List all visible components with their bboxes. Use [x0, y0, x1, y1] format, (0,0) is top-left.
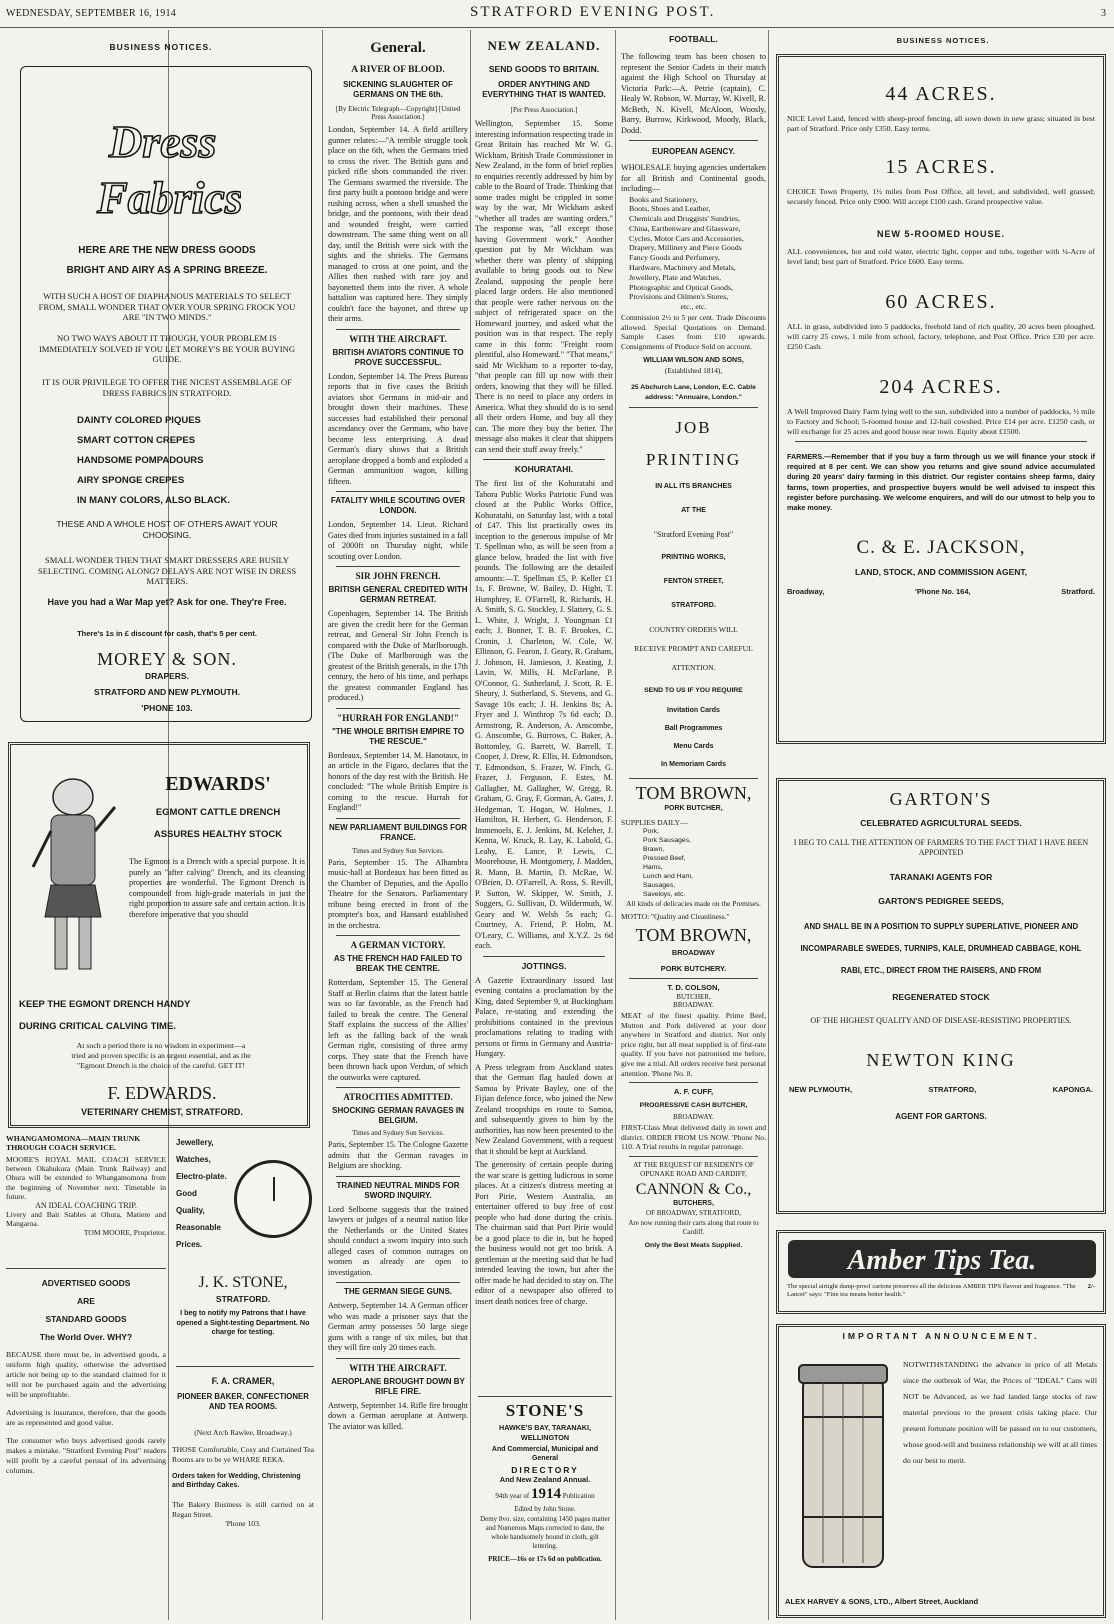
- agency-item: Cycles, Motor Cars and Accessories,: [629, 233, 744, 243]
- article-subheading: BRITISH AVIATORS CONTINUE TO PROVE SUCCESSFUL.: [332, 347, 464, 367]
- firm-phone: 'PHONE 103.: [141, 703, 193, 713]
- newton-king-place: KAPONGA.: [1052, 1085, 1093, 1094]
- coach-stables: Livery and Bait Stables at Ohura, Matiere and Mangaroa.: [6, 1210, 166, 1229]
- newton-king-firm: NEWTON KING: [866, 1050, 1016, 1070]
- edwards-keep-2: DURING CRITICAL CALVING TIME.: [19, 1021, 176, 1032]
- gartons-title: GARTON'S: [889, 789, 993, 809]
- advertised-goods-notice: [6, 1272, 166, 1620]
- job-line: COUNTRY ORDERS WILL: [649, 624, 738, 634]
- amber-tips-logo: [787, 1239, 1095, 1279]
- stones-directory-ad: [478, 1396, 612, 1620]
- divider: [6, 1268, 166, 1269]
- directory-title: DIRECTORY: [511, 1465, 579, 1475]
- article-heading: WITH THE AIRCRAFT.: [349, 333, 447, 344]
- agency-item: Fancy Goods and Perfumery,: [629, 253, 720, 263]
- divider: [336, 708, 460, 709]
- agency-item: Hardware, Machinery and Metals,: [629, 263, 736, 273]
- page-number: 3: [1101, 8, 1106, 19]
- stone-item: Jewellery,: [176, 1138, 214, 1147]
- adv-h1: ADVERTISED GOODS: [41, 1278, 131, 1288]
- divider: [176, 1366, 314, 1367]
- morey-dress-ad: [20, 66, 312, 722]
- brown-item: Hams,: [643, 863, 663, 871]
- agency-firm: WILLIAM WILSON AND SONS,: [643, 356, 744, 364]
- agency-item: Jewellery, Plate and Watches,: [629, 272, 722, 282]
- agency-goods-list: [629, 195, 766, 303]
- property-heading: 204 ACRES.: [879, 376, 1003, 398]
- brown-item: Brawn,: [643, 845, 665, 853]
- ideal-body: NOTWITHSTANDING the advance in price of all Metals since the outbreak of War, the Prices of "IDEAL" Cans will NOT be Advanced, as we had landed large stocks of raw material previous to the present crisis taking place. Our present fortunate position will be passed on to our customers, whose good-will and business relationship we will at all times do our best to merit.: [903, 1360, 1097, 1465]
- article-heading: ATROCITIES ADMITTED.: [343, 1092, 453, 1102]
- adv-h3: STANDARD GOODS: [45, 1314, 127, 1324]
- colson-body: MEAT of the finest quality. Prime Beef, Mutton and Pork delivered at your door anywhere in Stratford and district. Not only price right, but all meat supplied is of first-rate quality. If you have not patronised me before, give me a trial. All orders receive best personal attention. 'Phone No. 8.: [621, 1011, 766, 1078]
- article-heading: KOHURATAHI.: [514, 464, 574, 474]
- brown-item: Pressed Beef,: [643, 854, 686, 862]
- agency-item: Drapery, Millinery and Piece Goods: [629, 243, 742, 253]
- firm-place: STRATFORD AND NEW PLYMOUTH.: [93, 687, 241, 697]
- article-heading: SEND GOODS TO BRITAIN.: [488, 64, 600, 74]
- dress-item: HANDSOME POMPADOURS: [77, 455, 204, 466]
- article-heading: "HURRAH FOR ENGLAND!": [337, 712, 459, 723]
- article-body: Lord Selborne suggests that the trained lawyers or judges of a neutral nation like the Netherlands or the United States should conduct a sworn inquiry into such alleged cases of common outrages on women as already are open to investigation.: [328, 1204, 468, 1277]
- cramer-firm: F. A. CRAMER,: [211, 1376, 275, 1386]
- cannon-preamble: AT THE REQUEST OF RESIDENTS OF OPUNAKE ROAD AND CARDIFF,: [633, 1160, 754, 1179]
- svg-text:Amber Tips Tea.: Amber Tips Tea.: [847, 1245, 1037, 1276]
- colson-address: BROADWAY.: [673, 1001, 714, 1010]
- divider: [483, 459, 605, 460]
- article-body: London, September 14. Lieut. Richard Gates died from injuries sustained in a fall of 2000ft on Thursday night, while scouting over London.: [328, 520, 468, 561]
- property-description: ALL conveniences, hot and cold water, electric light, copper and tubs, together with ¼-Acre of level land; best part of Stratford. Price £600. Easy terms.: [787, 247, 1095, 266]
- article-body: A Press telegram from Auckland states that the German flag hauled down at Samoa by Private Bayley, one of the Fijian defence force, who joined the New Zealand troopships en route to Samoa, and subsequently given to him by the authorities, has now been presented to the New Zealand Government, with a request that it should be kept at Auckland.: [475, 1062, 613, 1156]
- stone-item: Reasonable: [176, 1223, 221, 1232]
- agency-item: Photographic and Optical Goods,: [629, 282, 733, 292]
- section-header: BUSINESS NOTICES.: [896, 36, 990, 45]
- edwards-tagline-1: EGMONT CATTLE DRENCH: [155, 807, 281, 818]
- dress-item: IN MANY COLORS, ALSO BLACK.: [77, 495, 231, 506]
- amber-tagline: The special airtight damp-proof cartons preserves all the delicious AMBER TIPS flavour and fragrance. "The Lancet" says: "Fine tea means better health.": [787, 1283, 1076, 1299]
- dress-fabrics-logo: [91, 105, 241, 225]
- job-item: Invitation Cards: [667, 706, 720, 714]
- brown-items: [643, 827, 766, 899]
- jackson-firm: C. & E. JACKSON,: [856, 537, 1026, 559]
- job-line: FENTON STREET,: [663, 577, 724, 585]
- war-map-offer: Have you had a War Map yet? Ask for one. They're Free.: [47, 597, 287, 607]
- coach-heading: WHANGAMOMONA—MAIN TRUNK THROUGH COACH SERVICE.: [6, 1134, 141, 1152]
- property-description: A Well Improved Dairy Farm lying well to the sun, subdivided into a number of paddocks, ½ mile to Factory and School; 5-roomed house and 12-bail cowshed. Price £14 per acre. £1250 cash, or will exchange for 25 acres and good house near town. Equity about £1500.: [787, 407, 1095, 436]
- brown-item: Sausages,: [643, 881, 676, 889]
- job-heading-1: JOB: [675, 417, 712, 437]
- cramer-p1: THOSE Comfortable, Cosy and Curtained Tea Rooms are to be ye WHARE REKA.: [172, 1445, 314, 1464]
- dress-headline-2: BRIGHT AND AIRY AS A SPRING BREEZE.: [66, 265, 268, 276]
- property-description: ALL in grass, subdivided into 5 paddocks, freehold land of rich quality, 20 acres been ploughed, will carry 25 cows, 1 mile from school, factory, telephone, and Post Office. Price £30 per acre. £250 Cash.: [787, 322, 1095, 351]
- article-body: Paris, September 15. The Cologne Gazette admits that the German ravages in Belgium are shocking.: [328, 1140, 468, 1170]
- divider: [629, 778, 758, 779]
- job-line: "Stratford Evening Post": [653, 529, 734, 539]
- article-body: London, September 14. The Press Bureau reports that in five cases the British aviators shot Germans in mid-air and brought down their machines. These successes had established their personal ascendancy over the Germans, who have become less enterprising. A dead German's diary shows that a British aeroplane dropped a bomb and exploded a German ammunition wagon, killing fifteen.: [328, 371, 468, 486]
- agency-item: China, Earthenware and Glassware,: [629, 223, 741, 233]
- adv-p3: The consumer who buys advertised goods rarely makes a mistake. "Stratford Evening Post" readers will profit by a careful perusal of its advertising columns.: [6, 1436, 166, 1475]
- coach-trip: AN IDEAL COACHING TRIP.: [35, 1201, 137, 1211]
- ideal-cans-ad: [776, 1324, 1106, 1618]
- directory-regions: HAWKE'S BAY, TARANAKI, WELLINGTON: [499, 1423, 591, 1442]
- stone-firm: J. K. STONE,: [198, 1274, 288, 1291]
- divider: [336, 566, 460, 567]
- edwards-role: VETERINARY CHEMIST, STRATFORD.: [81, 1107, 243, 1117]
- article-body: Copenhagen, September 14. The British are given the credit here for the German retreat, and General Sir John French is compared with the Duke of Marlborough. (The Duke of Marlborough was the greatest of the British generals, in the 17th century, the hero of his time, and perhaps the greatest commander England has produced.): [328, 609, 468, 702]
- agency-body: WHOLESALE buying agencies undertaken for all British and Continental goods, including—: [621, 163, 766, 193]
- article-heading: WITH THE AIRCRAFT.: [349, 1362, 447, 1373]
- edwards-body-2: At such a period there is no wisdom in experiment—a tried and proven specific is an urgent essential, and as the "Egmont Drench is the choice of the careful. GET IT!: [71, 1041, 251, 1070]
- gartons-seeds-ad: [776, 778, 1106, 1214]
- directory-year-suffix: Publication: [562, 1492, 595, 1500]
- jackson-phone: 'Phone No. 164,: [915, 587, 971, 597]
- brown-item: Pork Sausages,: [643, 836, 691, 844]
- article-heading: NEW PARLIAMENT BUILDINGS FOR FRANCE.: [328, 822, 468, 842]
- article-byline: Times and Sydney Sun Services.: [352, 1129, 444, 1137]
- brown-supplies: SUPPLIES DAILY—: [621, 817, 688, 827]
- stone-item: Watches,: [176, 1155, 211, 1164]
- divider: [483, 956, 605, 957]
- article-heading: A GERMAN VICTORY.: [350, 940, 446, 950]
- cannon-address: OF BROADWAY, STRATFORD,: [646, 1209, 741, 1218]
- dress-para-3: IT IS OUR PRIVILEGE TO OFFER THE NICEST ASSEMBLAGE OF DRESS FABRICS IN STRATFORD.: [42, 377, 292, 398]
- directory-year-prefix: 94th year of: [495, 1492, 530, 1500]
- dress-fabrics-logo-graphic: [91, 105, 241, 225]
- jackson-town: Stratford.: [1061, 587, 1095, 597]
- divider: [336, 1358, 460, 1359]
- gartons-subtitle: CELEBRATED AGRICULTURAL SEEDS.: [860, 818, 1022, 828]
- newton-king-agent: AGENT FOR GARTONS.: [895, 1112, 987, 1121]
- jackson-street: Broadway,: [787, 587, 825, 597]
- dress-item: DAINTY COLORED PIQUES: [77, 415, 201, 426]
- edwards-keep-1: KEEP THE EGMONT DRENCH HANDY: [19, 999, 191, 1010]
- dress-para-1: WITH SUCH A HOST OF DIAPHANOUS MATERIALS TO SELECT FROM, SMALL WONDER THAT OVER YOUR SPRING FROCK YOU ARE "IN TWO MINDS.": [38, 291, 296, 322]
- article-body: The generosity of certain people during the war scare is getting ludicrous in some places. At a citizen's distress meeting at Port Pirie, Western Australia, an entertainer offered to buy free of cost people who had done during the crisis. The chairman said that Port Pirie would be a good place to die in, but he hoped the business would not get too brisk. A gentleman at the meeting said that he had intended leaving the town, but after the offer made he had decided to stay on. The editor of a newspaper also offered to insert death notices free of charge.: [475, 1160, 613, 1306]
- cuff-firm: A. F. CUFF,: [673, 1087, 714, 1097]
- adv-p2: Advertising is insurance, therefore, that the goods are as represented and good value.: [6, 1408, 166, 1427]
- divider: [336, 329, 460, 330]
- agency-etc: etc., etc.: [680, 302, 707, 312]
- article-heading: JOTTINGS.: [521, 960, 567, 971]
- stone-item: Electro-plate.: [176, 1172, 227, 1181]
- adv-h2: ARE: [77, 1296, 95, 1306]
- ideal-firm: ALEX HARVEY & SONS, LTD., Albert Street, Auckland: [785, 1597, 979, 1606]
- stone-item: Quality,: [176, 1206, 205, 1215]
- brown-motto: MOTTO: "Quality and Cleanliness.": [621, 912, 730, 922]
- cramer-p3: The Bakery Business is still carried on at Regan Street.: [172, 1500, 314, 1519]
- masthead: [0, 0, 1114, 28]
- gartons-para: OF THE HIGHEST QUALITY AND OF DISEASE-RESISTING PROPERTIES.: [810, 1016, 1072, 1025]
- article-body: The first list of the Kohuratahi and Tahora Public Works Patriotic Fund was closed at the Public Works Office, Kohuratahi, on Saturday last, with a total of £47. This list practically owes its inception to the generous impulse of Mr T. Spellman who, as will be seen from a glance below, headed the list with five pounds. The following are the detailed amounts:—T. Spellman £5, P. Keller £1 1s, F. Browne, W. Bailey, D. Hight, T. Humphrey, E. O'Farrell, R. Richards, H. A. Smith, S. G. Stockley, J. Slattery, G. S. L. White, J. Wright, J. Youngman £1 each; J. Bonner, T. B. F. Brookes, C. Cronin, J. Charleton, W. Cole, W. Ellinson, G. Fearon, J. Geary, R. Graham, J. Johnson, H. Jamieson, J. Keating, J. Lavin, W. Mills, H. McFarlane, P. O'Connor, G. Sutherland, J. Scott, R. E. Sheury, J. Sutherland, S. Stevens, and G. Savage 10s each; J. H. Jenkins 8s; A. Fryer and J. Winthrop 7s 6d each; D. Armstrong, R. Anderson, A. Anscombe, G. Anscombe, G. Burrows, C. Baker, A. Bottomley, G. Barrett, W. Barrell, T. Cooper, J. Drew, R. Ellis, H. Edmondson, T. Edmondson, S. Frazer, W. Finch, G. Frazer, J. Ferguson, F. Estes, M. Gallagher, M. Gallagher, W. Gregg, R. Graham, G. Gray, F. Gorman, A. Gates, J. Hedgeman, T. Hogan, W. Holmes, J. Hamilton, H. Herbert, G. Henderson, F. Immenoels, E. J. Jenkins, M. Keleher, J. Kenna, W. Kruck, R. Lay, K. Labold, G. Leahy, E. Lance, P. Lewis, C. Moorehouse, H. Montgomery, J. Madden, R. Mann, B. Martin, D. McRae, W. O'Brien, D. O'Farrell, A. Ross, S. Revill, P. Sutton, W. Skipper, W. Smith, J. Suggers, G. Sullivan, D. Wildermuth, W. Geary and W. Welsh 5s each; G. Courtney, A. Friend, P. Holm, M. O'Leary, C. Williams, and X.Y.Z. 2s 6d each.: [475, 479, 613, 950]
- gartons-para: I BEG TO CALL THE ATTENTION OF FARMERS TO THE FACT THAT I HAVE BEEN APPOINTED: [793, 838, 1089, 857]
- brown-item: Lunch and Ham,: [643, 872, 693, 880]
- ideal-heading: IMPORTANT ANNOUNCEMENT.: [842, 1331, 1040, 1341]
- column-left-ads: [6, 30, 316, 1620]
- job-line: SEND TO US IF YOU REQUIRE: [644, 686, 743, 694]
- cramer-p2: Orders taken for Wedding, Christening and Birthday Cakes.: [172, 1473, 301, 1490]
- job-line: RECEIVE PROMPT AND CAREFUL: [634, 643, 753, 653]
- firm-role: DRAPERS.: [145, 671, 189, 681]
- column-football-ads: [621, 30, 766, 1620]
- jackson-address-row: [787, 587, 1095, 596]
- article-subheading: AEROPLANE BROUGHT DOWN BY RIFLE FIRE.: [331, 1376, 465, 1396]
- edwards-drench-ad: [8, 742, 310, 1128]
- divider: [336, 1176, 460, 1177]
- edwards-firm: F. EDWARDS.: [107, 1083, 217, 1103]
- cash-discount: There's 1s in £ discount for cash, that's 5 per cent.: [77, 629, 257, 638]
- divider: [629, 1082, 758, 1083]
- brown-firm: TOM BROWN,: [635, 782, 752, 803]
- directory-year: 1914: [530, 1486, 561, 1502]
- brown-item: Saveloys, etc.: [643, 890, 686, 898]
- directory-annual: And New Zealand Annual.: [499, 1475, 591, 1484]
- dress-item: AIRY SPONGE CREPES: [77, 475, 185, 486]
- article-subheading: SHOCKING GERMAN RAVAGES IN BELGIUM.: [332, 1106, 464, 1125]
- colson-role: BUTCHER,: [676, 993, 711, 1002]
- section-header: NEW ZEALAND.: [487, 38, 601, 53]
- svg-text:Dress: Dress: [109, 116, 217, 167]
- article-body: Rotterdam, September 15. The General Staff at Berlin claims that the latest battle was so far favorable, as the French had failed to break the centre. The General Staff explains the success of the Allies' left as the falling back of the weak German right, consisting of three army corps. They state that the French have been thrown back upon Verdun, of which the outworks were captured.: [328, 978, 468, 1082]
- divider: [336, 935, 460, 936]
- stone-place: STRATFORD.: [215, 1294, 271, 1304]
- cannon-footer: Only the Best Meats Supplied.: [644, 1242, 743, 1250]
- amber-tagline-row: [787, 1283, 1095, 1300]
- edwards-body: The Egmont is a Drench with a special purpose. It is purely an "after calving" Drench, and its cleansing properties are wonderful. The Egmont Drench is compounded from high-grade materials in just the right proportion to assure safe and certain action. It is therefore imperative that you should: [129, 857, 305, 919]
- brown-address: BROADWAY: [671, 948, 716, 958]
- article-body: Antwerp, September 14. A German officer who was made a prisoner says that the German army possesses 50 large siege guns with a range of six miles, but that they will fire only 20 times each.: [328, 1301, 468, 1352]
- divider: [629, 1156, 758, 1157]
- jackson-land-agent-ad: [776, 54, 1106, 744]
- article-heading: FATALITY WHILE SCOUTING OVER LONDON.: [330, 496, 466, 515]
- column-general-news: [328, 30, 468, 1620]
- farmers-notice: FARMERS.—Remember that if you buy a farm through us we will finance your stock if required at 8 per cent. We can show you returns and give sound advice accumulated during 20 years' dairy farming in this district. Our register contains sheep farms, dairy farms, town properties, and prospective buyers would be well advised to inspect this register before purchasing. We welcome enquirers, and will do our utmost to help you to make money.: [787, 452, 1095, 513]
- jackson-role: LAND, STOCK, AND COMMISSION AGENT,: [854, 567, 1028, 578]
- newton-king-place: STRATFORD,: [928, 1085, 977, 1094]
- milk-can-graphic: [793, 1357, 893, 1577]
- directory-details: Demy 8vo. size, containing 1450 pages matter and Numerous Maps corrected to date, the whole handsomely bound in cloth, gilt lettering.: [480, 1515, 610, 1550]
- column-right-ads: [772, 30, 1112, 1620]
- divider: [629, 978, 758, 979]
- gartons-para: GARTON'S PEDIGREE SEEDS,: [878, 896, 1004, 906]
- cannon-role: BUTCHERS,: [673, 1200, 714, 1208]
- dress-items: [77, 411, 297, 511]
- job-item: Menu Cards: [673, 742, 714, 750]
- article-heading: A RIVER OF BLOOD.: [351, 65, 445, 75]
- article-byline: [By Electric Telegraph—Copyright] [United Press Association.]: [335, 105, 461, 121]
- job-item: Ball Programmes: [664, 724, 723, 732]
- amber-tips-tea-ad: [776, 1230, 1106, 1314]
- dress-item: SMART COTTON CREPES: [77, 435, 196, 446]
- job-line: IN ALL ITS BRANCHES: [655, 482, 732, 490]
- article-body: Bordeaux, September 14. M. Hanotaux, in an article in the Figaro, declares that the honors of the day rest with the British. He concluded: "The whole British Empire is coming to the rescue. Hurrah for England!": [328, 750, 468, 812]
- stone-item: Prices.: [176, 1240, 203, 1249]
- cramer-role: PIONEER BAKER, CONFECTIONER AND TEA ROOMS.: [177, 1392, 309, 1411]
- job-line: PRINTING WORKS,: [661, 553, 726, 561]
- stone-item: Good: [176, 1189, 197, 1198]
- newton-king-places: [789, 1085, 1093, 1094]
- column-rule: [470, 30, 471, 1620]
- section-header: FOOTBALL.: [669, 34, 718, 44]
- svg-text:Fabrics: Fabrics: [97, 172, 241, 223]
- directory-year-line: [478, 1486, 612, 1503]
- gartons-para: REGENERATED STOCK: [892, 992, 990, 1002]
- article-heading: TRAINED NEUTRAL MINDS FOR SWORD INQUIRY.: [336, 1180, 460, 1200]
- divider: [336, 491, 460, 492]
- amber-price: 2/-: [1087, 1283, 1095, 1290]
- property-heading: 60 ACRES.: [885, 291, 997, 313]
- cramer-phone: 'Phone 103.: [225, 1519, 261, 1529]
- jk-stone-ad: [172, 1134, 314, 1362]
- brown-firm-2: TOM BROWN,: [635, 925, 752, 946]
- cannon-body: Are now running their carts along that route to Cardiff.: [628, 1219, 759, 1237]
- coach-body: MOORE'S ROYAL MAIL COACH SERVICE between Okahukura (Main Trunk Railway) and Ohura will be extended to Whangamomona from the beginning of November next. Timetable in future.: [6, 1155, 166, 1201]
- column-rule: [322, 30, 323, 1620]
- dress-para-5: SMALL WONDER THEN THAT SMART DRESSERS ARE BUSILY SELECTING. COMING ALONG? DELAYS ARE NOT WISE IN DRESS MATTERS.: [37, 555, 297, 586]
- article-subheading: AS THE FRENCH HAD FAILED TO BREAK THE CENTRE.: [333, 954, 463, 973]
- job-items: [621, 702, 766, 774]
- property-heading: 15 ACRES.: [885, 156, 997, 178]
- agency-item: Provisions and Oilmen's Stores,: [629, 292, 729, 302]
- colson-firm: T. D. COLSON,: [667, 983, 720, 993]
- article-body: London, September 14. A field artillery gunner relates:—"A terrible struggle took place on the 6th, when the Germans tried to cross the river. The British guns and picked rifle shots commanded the river. The Germans swarmed the riverside. The first party built a pontoon bridge and were rushing across, when a shell smashed the bridge, and the pontoons, with their dead and wounded freight, were carried downstream. The same thing went on all day, until the British were sick with the sights and the shrieks. The Germans managed to cross at one point, and the Allies then rushed with rare joy and bayonetted them into the river. A whole battalion was captured here. They simply couldn't face the bayonet, and threw up their arms.: [328, 125, 468, 323]
- cramer-address: (Next Arch Rawlee, Broadway.): [194, 1428, 292, 1437]
- scotsman-illustration: [23, 767, 123, 987]
- brown-item: Pork,: [643, 827, 659, 835]
- section-header: BUSINESS NOTICES.: [109, 42, 213, 52]
- cuff-address: BROADWAY.: [673, 1113, 714, 1122]
- agency-item: Boots, Shoes and Leather,: [629, 204, 711, 214]
- dress-para-2: NO TWO WAYS ABOUT IT THOUGH, YOUR PROBLEM IS IMMEDIATELY SOLVED IF YOU LET MOREY'S BE YOUR BUYING GUIDE.: [38, 333, 296, 364]
- divider: [336, 1282, 460, 1283]
- property-description: NICE Level Land, fenced with sheep-proof fencing, all sown down in new grass; situated in best part of Stratford. Price only £350. Easy terms.: [787, 114, 1095, 133]
- newton-king-place: NEW PLYMOUTH,: [789, 1085, 853, 1094]
- divider: [795, 441, 1087, 442]
- article-heading: SIR JOHN FRENCH.: [355, 571, 441, 581]
- property-description: CHOICE Town Property, 1½ miles from Post Office, all level, and subdivided, well grassed; securely fenced. Price only £900. Will accept £100 cash. Grand prospective value.: [787, 187, 1095, 206]
- dress-para-4: THESE AND A WHOLE HOST OF OTHERS AWAIT YOUR CHOOSING.: [56, 519, 278, 540]
- agency-terms: Commission 2½ to 5 per cent. Trade Discounts allowed. Special Quotations on Demand. Sample Cases from £10 upwards. Consignments of Produce Sold on account.: [621, 313, 766, 352]
- cuff-body: FIRST-Class Meat delivered daily in town and district. ORDER FROM US NOW. 'Phone No. 110. A Trial results in regular patronage.: [621, 1123, 766, 1152]
- gartons-para: AND SHALL BE IN A POSITION TO SUPPLY SUPERLATIVE, PIONEER AND INCOMPARABLE SWEDES, TURNIPS, KALE, DRUMHEAD CABBAGE, KOHL RABI, ETC., DIRECT FROM THE RAISERS, AND FROM: [800, 922, 1082, 975]
- directory-firm: STONE'S: [505, 1401, 585, 1420]
- directory-price: PRICE—16s or 17s 6d on publication.: [488, 1555, 602, 1563]
- newspaper-title: STRATFORD EVENING POST.: [470, 4, 716, 20]
- job-line: ATTENTION.: [671, 662, 716, 672]
- article-body: A Gazette Extraordinary issued last evening contains a proclamation by the King, dated September 9, at Buckingham Palace, re-stating and extending the prohibitions contained in the previous proclamations relating to trading with persons or firms in Germany and Austria-Hungary.: [475, 975, 613, 1058]
- directory-editor: Edited by John Stone.: [514, 1505, 576, 1513]
- property-heading: NEW 5-ROOMED HOUSE.: [876, 229, 1005, 239]
- agency-address: 25 Abchurch Lane, London, E.C. Cable address: "Annuaire, London.": [631, 383, 756, 401]
- agency-established: (Established 1814),: [664, 365, 723, 375]
- brown-role: PORK BUTCHER,: [664, 804, 723, 812]
- adv-p1: BECAUSE there must be, in advertised goods, a uniform high quality, otherwise the advertised article not being up to the standard claimed for it will not be purchased again and the advertising will be unprofitable.: [6, 1350, 166, 1399]
- section-header: General.: [370, 40, 426, 56]
- divider: [336, 818, 460, 819]
- article-body: Wellington, September 15. Some interesting information respecting trade in Great Britain has reached Mr W. G. Wickham, British Trade Commissioner in New Zealand, in the form of brief replies to enquiries recently addressed by him by cable to the Board of Trade. Thinking that some trades might be crippled in some way by the war, Mr Wickham asked "whether all trades are wanting orders." The response was, "all except those having Government work." Another question put by Mr Wickham was whether there was plenty of shipping available to bring goods out to New Zealand, supposing the people here placed large orders. He also mentioned that people were rather nervous on the subject of refrigerated space on the Homeward journey, and asked what the position was in that respect. The reply came in this form: "Freight room plentiful, also Homeward." "That means," said Mr Wickham to a reporter to-day, "that people can fill up now with their orders, knowing that they will be filled. There is no need to place any orders in America. What they should do is to send all their orders Home, and buy all they can. The more they buy the better. The message also makes it clear that shippers can send their stuff away freely.": [475, 119, 613, 454]
- edwards-brand: EDWARDS': [165, 773, 271, 795]
- edwards-tagline-2: ASSURES HEALTHY STOCK: [153, 829, 283, 840]
- article-subheading: ORDER ANYTHING AND EVERYTHING THAT IS WANTED.: [482, 80, 606, 99]
- cuff-role: PROGRESSIVE CASH BUTCHER,: [639, 1102, 748, 1110]
- property-heading: 44 ACRES.: [885, 83, 997, 105]
- article-byline: [Per Press Association.]: [510, 106, 578, 114]
- stone-note: I beg to notify my Patrons that I have opened a Sight-testing Department. No charge for testing.: [176, 1308, 310, 1336]
- brown-role-2: PORK BUTCHERY.: [660, 964, 727, 974]
- brown-note: All kinds of delicacies made on the Premises.: [626, 898, 761, 908]
- coach-service-notice: [6, 1134, 166, 1264]
- column-rule: [768, 30, 769, 1620]
- cannon-firm: CANNON & Co.,: [635, 1181, 752, 1199]
- divider: [629, 140, 758, 141]
- article-subheading: SICKENING SLAUGHTER OF GERMANS ON THE 6th.: [343, 80, 453, 99]
- agency-heading: EUROPEAN AGENCY.: [652, 147, 735, 156]
- article-byline: Times and Sydney Sun Services.: [352, 846, 444, 855]
- article-heading: THE GERMAN SIEGE GUNS.: [343, 1287, 452, 1296]
- football-team: The following team has been chosen to represent the Senior Cadets in their match against the High School on Thursday at Victoria Park:—A. Petrie (captain), C. Healy W. Robson, W. Murray, W. Kivell, R. McBeth, N. Kivell, McAloon, Woosly, Barry, Burrow, Kirkwood, Moody, Black, Dodd.: [621, 52, 766, 135]
- article-body: Antwerp, September 14. Rifle fire brought down a German aeroplane at Antwerp. The aviator was killed.: [328, 1400, 468, 1431]
- directory-type: And Commercial, Municipal and General: [491, 1446, 599, 1462]
- job-line: AT THE: [681, 506, 706, 514]
- adv-h4: The World Over. WHY?: [39, 1332, 133, 1342]
- ideal-can-illustration: [793, 1357, 893, 1577]
- article-subheading: BRITISH GENERAL CREDITED WITH GERMAN RETREAT.: [328, 585, 468, 604]
- agency-item: Chemicals and Druggists' Sundries,: [629, 214, 740, 224]
- gartons-para: TARANAKI AGENTS FOR: [889, 872, 993, 882]
- cramer-bakery-ad: [172, 1372, 314, 1620]
- column-rule: [615, 30, 616, 1620]
- divider: [336, 1087, 460, 1088]
- divider: [629, 407, 758, 408]
- article-body: Paris, September 15. The Alhambra music-hall at Bordeaux has been fitted as the Chamber of Deputies, and the Apollo Theatre for the Senators. Parliamentary tribune being erected in front of the prompter's box, and Hansard established in the orchestra.: [328, 857, 468, 930]
- job-heading-2: PRINTING: [645, 449, 742, 469]
- firm-name: MOREY & SON.: [97, 649, 237, 669]
- pocket-watch-icon: [234, 1160, 312, 1238]
- column-new-zealand: [475, 30, 613, 1620]
- dress-headline-1: HERE ARE THE NEW DRESS GOODS: [78, 245, 256, 256]
- issue-date: WEDNESDAY, SEPTEMBER 16, 1914: [6, 8, 177, 19]
- agency-item: Books and Stationery,: [629, 194, 698, 204]
- amber-tips-logo-graphic: [787, 1239, 1097, 1279]
- article-subheading: "THE WHOLE BRITISH EMPIRE TO THE RESCUE.": [331, 726, 465, 746]
- job-item: In Memoriam Cards: [661, 760, 726, 768]
- coach-signature: TOM MOORE, Proprietor.: [83, 1228, 166, 1238]
- scotsman-figure-graphic: [23, 767, 123, 987]
- job-line: STRATFORD.: [671, 601, 716, 609]
